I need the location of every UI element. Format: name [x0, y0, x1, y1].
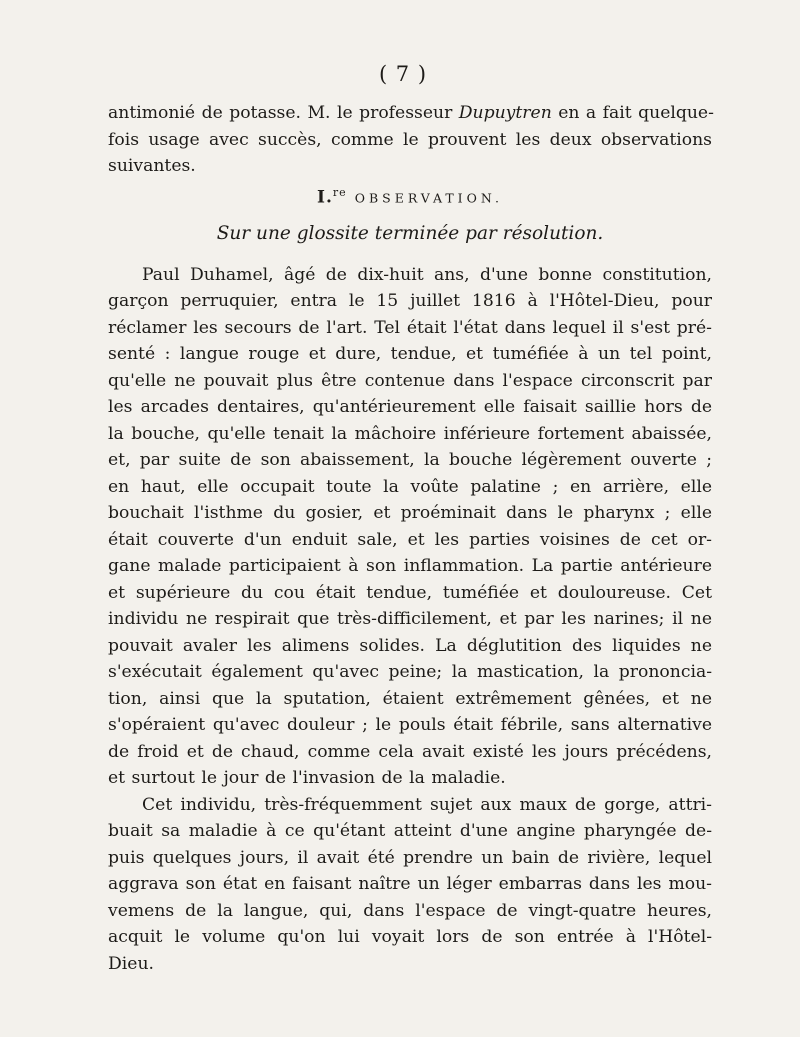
heading-superscript: re: [332, 185, 347, 199]
intro-line-1: [108, 100, 712, 127]
intro-line-1-text: antimonié de potasse. M. le professeur: [108, 103, 459, 123]
p1-line: la bouche, qu'elle tenait la mâchoire inférieure fortement abaissée,: [108, 423, 712, 444]
observation-heading: [108, 186, 712, 207]
p1-line: garçon perruquier, entra le 15 juillet 1816 à l'Hôtel-Dieu, pour: [108, 291, 712, 312]
p2-line: Cet individu, très-fréquemment sujet aux maux de gorge, attri-: [142, 794, 712, 815]
intro-line-2: fois usage avec succès, comme le prouvent les deux observations: [108, 129, 712, 150]
intro-text: [108, 100, 712, 180]
p1-line: s'exécutait également qu'avec peine; la mastication, la prononcia-: [108, 662, 712, 683]
p1-line: s'opéraient qu'avec douleur ; le pouls était fébrile, sans alternative: [108, 715, 712, 736]
p1-line: et surtout le jour de l'invasion de la maladie.: [108, 768, 506, 789]
paragraph-2: [108, 792, 712, 978]
p2-line: acquit le volume qu'on lui voyait lors de son entrée à l'Hôtel-: [108, 927, 712, 948]
p2-line: buait sa maladie à ce qu'étant atteint d'une angine pharyngée de-: [108, 821, 712, 842]
book-page: [108, 62, 712, 977]
p1-line: et, par suite de son abaissement, la bouche légèrement ouverte ;: [108, 450, 712, 471]
p2-line: puis quelques jours, il avait été prendre un bain de rivière, lequel: [108, 847, 712, 868]
p1-line: de froid et de chaud, comme cela avait existé les jours précédens,: [108, 741, 712, 762]
p1-line: était couverte d'un enduit sale, et les parties voisines de cet or-: [108, 529, 712, 550]
p2-line: Dieu.: [108, 953, 154, 974]
heading-word: OBSERVATION.: [354, 189, 503, 205]
p1-line: gane malade participaient à son inflammation. La partie antérieure: [108, 556, 712, 577]
p1-line: qu'elle ne pouvait plus être contenue dans l'espace circonscrit par: [108, 370, 712, 391]
page-number: ( 7 ): [378, 62, 428, 86]
intro-line-3: suivantes.: [108, 156, 196, 176]
p1-line: tion, ainsi que la sputation, étaient extrêmement gênées, et ne: [108, 688, 712, 709]
observation-subtitle: Sur une glossite terminée par résolution.: [216, 222, 604, 244]
p1-line: senté : langue rouge et dure, tendue, et tuméfiée à un tel point,: [108, 344, 712, 365]
p1-line: les arcades dentaires, qu'antérieurement elle faisait saillie hors de: [108, 397, 712, 418]
author-name: Dupuytren: [458, 103, 552, 123]
paragraph-1: [108, 262, 712, 792]
p1-line: en haut, elle occupait toute la voûte palatine ; en arrière, elle: [108, 476, 712, 497]
heading-numeral: I.: [317, 186, 333, 207]
p1-line: individu ne respirait que très-difficilement, et par les narines; il ne: [108, 609, 712, 630]
p2-line: vemens de la langue, qui, dans l'espace de vingt-quatre heures,: [108, 900, 712, 921]
p2-line: aggrava son état en faisant naître un léger embarras dans les mou-: [108, 874, 712, 895]
p1-line: bouchait l'isthme du gosier, et proéminait dans le pharynx ; elle: [108, 503, 712, 524]
intro-line-1-tail: en a fait quelque-: [551, 103, 714, 123]
p1-line: et supérieure du cou était tendue, tuméfiée et douloureuse. Cet: [108, 582, 712, 603]
p1-line: Paul Duhamel, âgé de dix-huit ans, d'une bonne constitution,: [142, 264, 712, 285]
p1-line: réclamer les secours de l'art. Tel était l'état dans lequel il s'est pré-: [108, 317, 712, 338]
p1-line: pouvait avaler les alimens solides. La déglutition des liquides ne: [108, 635, 712, 656]
